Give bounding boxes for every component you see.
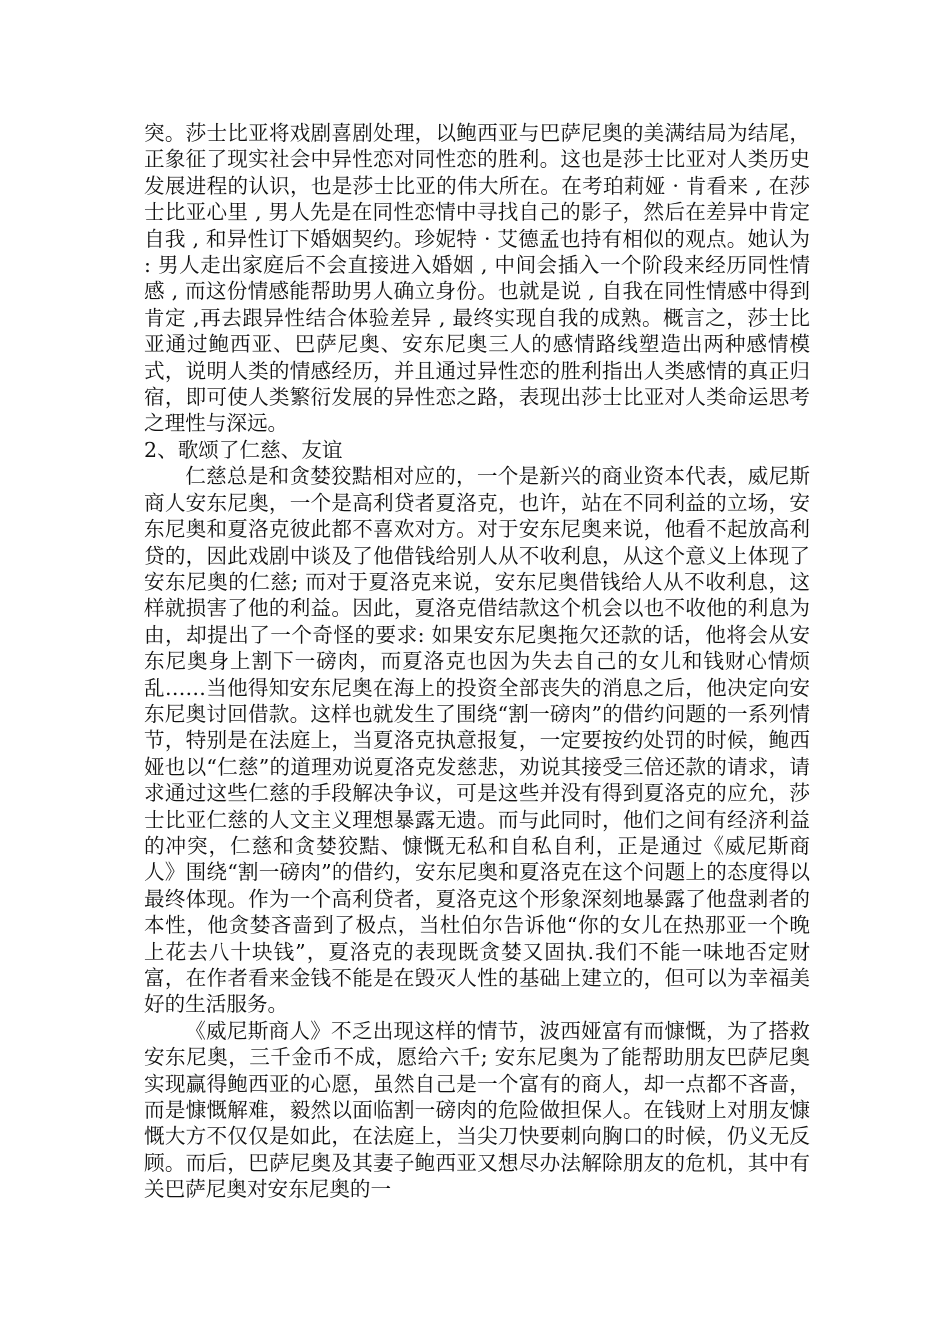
- paragraph-benevolence: 仁慈总是和贪婪狡黠相对应的，一个是新兴的商业资本代表，威尼斯商人安东尼奥，一个是高利贷者夏洛克，也许，站在不同利益的立场，安东尼奥和夏洛克彼此都不喜欢对方。对于安东尼奥来说，他看不起放高利贷的，因此戏剧中谈及了他借钱给别人从不收利息，从这个意义上体现了安东尼奥的仁慈; 而对于夏洛克来说，安东尼奥借钱给人从不收利息，这样就损害了他的利益。因此，夏洛克借结款这个机会以也不收他的利息为由，却提出了一个奇怪的要求: 如果安东尼奥拖欠还款的话，他将会从安东尼奥身上割下一磅肉，而夏洛克也因为失去自己的女儿和钱财心情烦乱……当他得知安东尼奥在海上的投资全部丧失的消息之后，他决定向安东尼奥讨回借款。这样也就发生了围绕“割一磅肉”的借约问题的一系列情节，特别是在法庭上，当夏洛克执意报复，一定要按约处罚的时候，鲍西娅也以“仁慈”的道理劝说夏洛克发慈悲，劝说其接受三倍还款的请求，请求通过这些仁慈的手段解决争议，可是这些并没有得到夏洛克的应允，莎士比亚仁慈的人文主义理想暴露无遗。而与此同时，他们之间有经济利益的冲突，仁慈和贪婪狡黠、慷慨无私和自私自利，正是通过《威尼斯商人》围绕“割一磅肉”的借约，安东尼奥和夏洛克在这个问题上的态度得以最终体现。作为一个高利贷者，夏洛克这个形象深刻地暴露了他盘剥者的本性，他贪婪吝啬到了极点，当杜伯尔告诉他“你的女儿在热那亚一个晚上花去八十块钱”，夏洛克的表现既贪婪又固执.我们不能一味地否定财富，在作者看来金钱不能是在毁灭人性的基础上建立的，但可以为幸福美好的生活服务。: [144, 464, 810, 1017]
- section-heading: 2、歌颂了仁慈、友谊: [144, 437, 343, 462]
- paragraph-continuation: 突。莎士比亚将戏剧喜剧处理，以鲍西亚与巴萨尼奥的美满结局为结尾，正象征了现实社会中异性恋对同性恋的胜利。这也是莎士比亚对人类历史发展进程的认识，也是莎士比亚的伟大所在。在考珀莉娅 · 肯看来 , 在莎士比亚心里 , 男人先是在同性恋情中寻找自己的影子，然后在差异中肯定自我 , 和异性订下婚姻契约。珍妮特 · 艾德孟也持有相似的观点。她认为 : 男人走出家庭后不会直接进入婚姻 , 中间会插入一个阶段来经历同性情感 , 而这份情感能帮助男人确立身份。也就是说 , 自我在同性情感中得到肯定 ,再去跟异性结合体验差异 , 最终实现自我的成熟。概言之，莎士比亚通过鲍西亚、巴萨尼奥、安东尼奥三人的感情路线塑造出两种感情模式，说明人类的情感经历，并且通过异性恋的胜利指出人类感情的真正归宿，即可使人类繁衍发展的异性恋之路，表现出莎士比亚对人类命运思考之理性与深远。: [144, 121, 810, 436]
- paragraph-friendship: 《威尼斯商人》不乏出现这样的情节，波西娅富有而慷慨，为了搭救安东尼奥，三千金币不成，愿给六千; 安东尼奥为了能帮助朋友巴萨尼奥实现赢得鲍西亚的心愿，虽然自己是一个富有的商人，却一点都不吝啬，而是慷慨解难，毅然以面临割一磅肉的危险做担保人。在钱财上对朋友慷慨大方不仅仅是如此，在法庭上，当尖刀快要刺向胸口的时候，仍义无反顾。而后，巴萨尼奥及其妻子鲍西亚又想尽办法解除朋友的危机，其中有关巴萨尼奥对安东尼奥的一: [144, 1018, 810, 1202]
- document-body: [144, 120, 810, 1203]
